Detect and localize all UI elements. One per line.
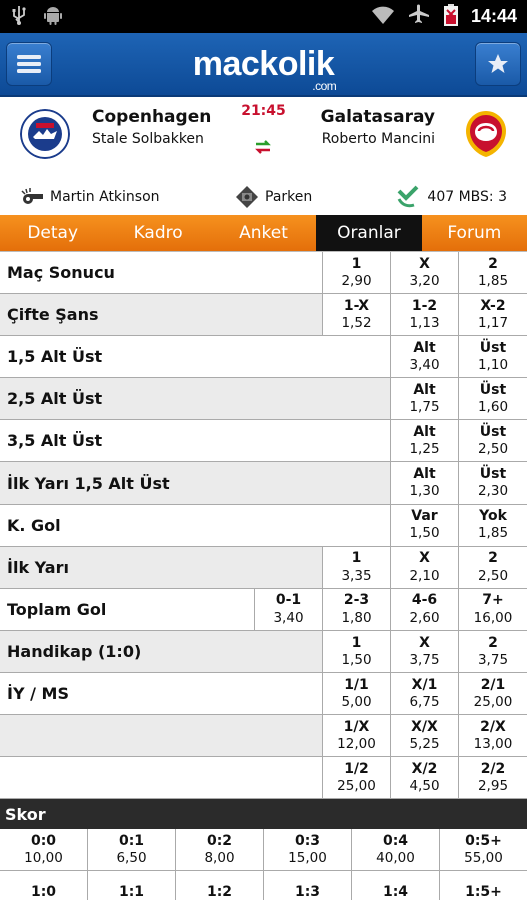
odds-row <box>0 462 527 504</box>
odds-outcome: X <box>419 550 430 567</box>
odds-cell[interactable] <box>391 378 459 419</box>
away-team-name[interactable]: Galatasaray <box>320 107 435 127</box>
odds-cell[interactable] <box>323 252 391 293</box>
odds-value: 2,50 <box>477 441 509 458</box>
logo-suffix: .com <box>312 79 337 93</box>
odds-value: 25,00 <box>473 693 513 710</box>
odds-outcome: Yok <box>479 508 507 525</box>
odds-row <box>0 252 527 294</box>
odds-outcome: 2-3 <box>343 592 370 609</box>
skor-score: 1:4 <box>382 883 409 900</box>
odds-value: 1,25 <box>409 441 440 458</box>
odds-cell[interactable] <box>323 547 391 588</box>
skor-score: 0:2 <box>206 832 233 849</box>
odds-outcome: Üst <box>479 466 507 483</box>
odds-cell[interactable] <box>323 631 391 672</box>
odds-row <box>0 336 527 378</box>
odds-row-label: İlk Yarı 1,5 Alt Üst <box>0 462 391 503</box>
odds-cell[interactable] <box>459 673 527 714</box>
odds-value: 5,00 <box>341 693 372 710</box>
stadium-info <box>235 185 395 209</box>
odds-outcome: Var <box>411 508 438 525</box>
odds-cell[interactable] <box>391 631 459 672</box>
odds-outcome: Alt <box>413 424 436 441</box>
logo-text: mackolik <box>192 45 335 83</box>
referee-name: Martin Atkinson <box>50 189 160 205</box>
skor-cell[interactable] <box>0 829 88 870</box>
odds-outcome: X-2 <box>480 297 506 314</box>
odds-cell[interactable] <box>459 336 527 377</box>
odds-value: 1,60 <box>477 399 509 416</box>
skor-odds: 10,00 <box>24 850 63 867</box>
odds-value: 2,10 <box>409 567 440 584</box>
odds-row-label: Çifte Şans <box>0 294 323 335</box>
skor-header: Skor <box>0 799 527 829</box>
odds-row-label <box>0 715 323 756</box>
odds-outcome: Alt <box>413 466 436 483</box>
odds-outcome: 1/1 <box>344 676 369 693</box>
odds-row-label <box>0 757 323 798</box>
tab-oranlar[interactable]: Oranlar <box>316 215 421 251</box>
skor-score: 1:5+ <box>465 883 502 900</box>
odds-outcome: 1 <box>351 255 362 272</box>
odds-value: 1,10 <box>477 357 509 374</box>
airplane-icon <box>407 4 431 30</box>
skor-odds: 6,50 <box>116 850 147 867</box>
odds-cell[interactable] <box>459 252 527 293</box>
skor-cell[interactable] <box>352 829 440 870</box>
odds-row-label: İlk Yarı <box>0 547 323 588</box>
android-icon <box>42 4 64 30</box>
odds-row <box>0 505 527 547</box>
odds-value: 1,50 <box>341 651 372 668</box>
odds-value: 1,13 <box>409 314 440 331</box>
odds-outcome: 7+ <box>482 592 504 609</box>
odds-outcome: 1/X <box>343 718 370 735</box>
skor-score: 1:0 <box>30 883 57 900</box>
odds-row-label: İY / MS <box>0 673 323 714</box>
wifi-icon <box>371 5 395 29</box>
odds-row-label: Handikap (1:0) <box>0 631 323 672</box>
odds-outcome: 1/2 <box>344 760 369 777</box>
skor-odds: 55,00 <box>464 850 503 867</box>
skor-cell[interactable] <box>264 829 352 870</box>
odds-row <box>0 673 527 715</box>
stadium-name: Parken <box>265 189 313 205</box>
galatasaray-crest-icon <box>461 109 511 159</box>
odds-cell[interactable] <box>323 294 391 335</box>
odds-row <box>0 589 527 631</box>
odds-value: 2,95 <box>477 777 509 794</box>
skor-cell[interactable] <box>176 871 264 900</box>
odds-row-label: 3,5 Alt Üst <box>0 420 391 461</box>
mbs-text: 407 MBS: 3 <box>427 189 507 205</box>
odds-value: 3,40 <box>409 357 440 374</box>
odds-cell[interactable] <box>459 631 527 672</box>
odds-outcome: Üst <box>479 339 507 356</box>
odds-row-label: 1,5 Alt Üst <box>0 336 391 377</box>
match-time: 21:45 <box>241 103 286 119</box>
odds-value: 1,52 <box>341 314 372 331</box>
odds-outcome: 4-6 <box>411 592 438 609</box>
odds-cell[interactable] <box>391 336 459 377</box>
odds-outcome: X/1 <box>411 676 438 693</box>
skor-score: 1:1 <box>118 883 145 900</box>
odds-row-label: Toplam Gol <box>0 589 255 630</box>
odds-value: 3,20 <box>409 272 440 289</box>
odds-cell[interactable] <box>391 757 459 798</box>
odds-cell[interactable] <box>323 673 391 714</box>
odds-table <box>0 251 527 799</box>
skor-odds: 15,00 <box>288 850 327 867</box>
swap-icon <box>254 139 272 155</box>
odds-row-label: K. Gol <box>0 505 391 546</box>
odds-cell[interactable] <box>391 505 459 546</box>
odds-row <box>0 378 527 420</box>
odds-outcome: 2 <box>488 550 498 567</box>
odds-value: 1,50 <box>409 525 440 542</box>
odds-outcome: 2/X <box>480 718 506 735</box>
odds-outcome: 1 <box>351 550 362 567</box>
skor-score: 0:3 <box>294 832 321 849</box>
referee-info <box>20 187 235 207</box>
status-time: 14:44 <box>470 6 517 26</box>
odds-row <box>0 294 527 336</box>
odds-row <box>0 715 527 757</box>
odds-cell[interactable] <box>323 715 391 756</box>
odds-cell[interactable] <box>459 420 527 461</box>
odds-outcome: Alt <box>413 339 436 356</box>
skor-cell[interactable] <box>440 829 527 870</box>
menu-button[interactable] <box>6 42 52 86</box>
odds-row-label: Maç Sonucu <box>0 252 323 293</box>
skor-table <box>0 829 527 900</box>
odds-outcome: X <box>419 255 430 272</box>
favorite-button[interactable] <box>475 42 521 86</box>
odds-value: 1,80 <box>341 609 372 626</box>
odds-cell[interactable] <box>391 715 459 756</box>
odds-value: 25,00 <box>337 777 376 794</box>
odds-cell[interactable] <box>391 673 459 714</box>
odds-cell[interactable] <box>323 589 391 630</box>
home-coach: Stale Solbakken <box>92 131 204 147</box>
skor-row <box>0 871 527 900</box>
skor-cell[interactable] <box>176 829 264 870</box>
odds-cell[interactable] <box>459 589 527 630</box>
odds-value: 6,75 <box>409 693 440 710</box>
mbs-icon <box>395 185 421 209</box>
odds-cell[interactable] <box>391 420 459 461</box>
odds-row-label: 2,5 Alt Üst <box>0 378 391 419</box>
odds-value: 4,50 <box>409 777 440 794</box>
tab-detay[interactable]: Detay <box>27 223 79 243</box>
odds-outcome: 1 <box>351 634 362 651</box>
tab-forum[interactable]: Forum <box>447 223 502 243</box>
match-info-row <box>0 179 527 215</box>
odds-value: 1,85 <box>477 272 509 289</box>
usb-icon <box>10 5 28 29</box>
odds-value: 5,25 <box>409 735 440 752</box>
odds-value: 1,30 <box>409 483 440 500</box>
odds-outcome: X/2 <box>411 760 438 777</box>
mbs-info <box>395 185 507 209</box>
odds-value: 1,85 <box>477 525 509 542</box>
home-team-name[interactable]: Copenhagen <box>92 107 212 127</box>
skor-row <box>0 829 527 871</box>
odds-cell[interactable] <box>459 378 527 419</box>
skor-cell[interactable] <box>0 871 88 900</box>
odds-cell[interactable] <box>255 589 323 630</box>
odds-cell[interactable] <box>459 757 527 798</box>
skor-cell[interactable] <box>352 871 440 900</box>
skor-score: 0:0 <box>30 832 57 849</box>
skor-score: 1:3 <box>294 883 321 900</box>
odds-outcome: 2/1 <box>480 676 506 693</box>
skor-score: 0:5+ <box>465 832 502 849</box>
odds-cell[interactable] <box>391 462 459 503</box>
tab-bar <box>0 215 527 251</box>
skor-score: 0:4 <box>382 832 409 849</box>
odds-row <box>0 757 527 799</box>
odds-outcome: Alt <box>413 381 436 398</box>
odds-value: 3,35 <box>341 567 372 584</box>
odds-cell[interactable] <box>391 589 459 630</box>
odds-value: 1,75 <box>409 399 440 416</box>
app-bar <box>0 33 527 97</box>
odds-outcome: 0-1 <box>275 592 302 609</box>
odds-cell[interactable] <box>459 294 527 335</box>
odds-value: 3,75 <box>409 651 440 668</box>
stadium-icon <box>235 185 259 209</box>
star-icon <box>486 52 510 76</box>
odds-value: 1,17 <box>477 314 509 331</box>
odds-value: 2,60 <box>409 609 440 626</box>
away-coach: Roberto Mancini <box>321 131 435 147</box>
skor-score: 1:2 <box>206 883 233 900</box>
odds-value: 2,90 <box>341 272 372 289</box>
odds-value: 12,00 <box>337 735 376 752</box>
odds-outcome: X <box>419 634 430 651</box>
whistle-icon <box>20 187 44 207</box>
skor-cell[interactable] <box>88 829 176 870</box>
odds-cell[interactable] <box>323 757 391 798</box>
odds-value: 2,50 <box>477 567 509 584</box>
match-header <box>0 97 527 179</box>
odds-row <box>0 547 527 589</box>
odds-outcome: Üst <box>479 381 507 398</box>
app-logo <box>192 45 337 93</box>
odds-cell[interactable] <box>459 505 527 546</box>
odds-cell[interactable] <box>459 547 527 588</box>
odds-cell[interactable] <box>391 547 459 588</box>
odds-row <box>0 631 527 673</box>
tab-kadro[interactable]: Kadro <box>133 223 183 243</box>
odds-outcome: 2/2 <box>480 760 506 777</box>
odds-cell[interactable] <box>391 252 459 293</box>
skor-odds: 8,00 <box>204 850 235 867</box>
odds-cell[interactable] <box>459 715 527 756</box>
odds-cell[interactable] <box>459 462 527 503</box>
odds-outcome: 2 <box>488 255 498 272</box>
odds-outcome: 1-X <box>343 297 370 314</box>
skor-cell[interactable] <box>440 871 527 900</box>
skor-odds: 40,00 <box>376 850 415 867</box>
odds-cell[interactable] <box>391 294 459 335</box>
battery-icon <box>443 3 459 31</box>
odds-value: 13,00 <box>473 735 513 752</box>
skor-cell[interactable] <box>88 871 176 900</box>
odds-value: 16,00 <box>473 609 513 626</box>
odds-value: 2,30 <box>477 483 509 500</box>
odds-outcome: 2 <box>488 634 498 651</box>
skor-score: 0:1 <box>118 832 145 849</box>
skor-cell[interactable] <box>264 871 352 900</box>
tab-anket[interactable]: Anket <box>239 223 288 243</box>
odds-outcome: Üst <box>479 424 507 441</box>
status-bar <box>0 0 527 33</box>
odds-outcome: X/X <box>411 718 438 735</box>
odds-outcome: 1-2 <box>411 297 438 314</box>
odds-row <box>0 420 527 462</box>
odds-value: 3,40 <box>273 609 304 626</box>
menu-icon <box>16 53 42 75</box>
odds-value: 3,75 <box>477 651 509 668</box>
